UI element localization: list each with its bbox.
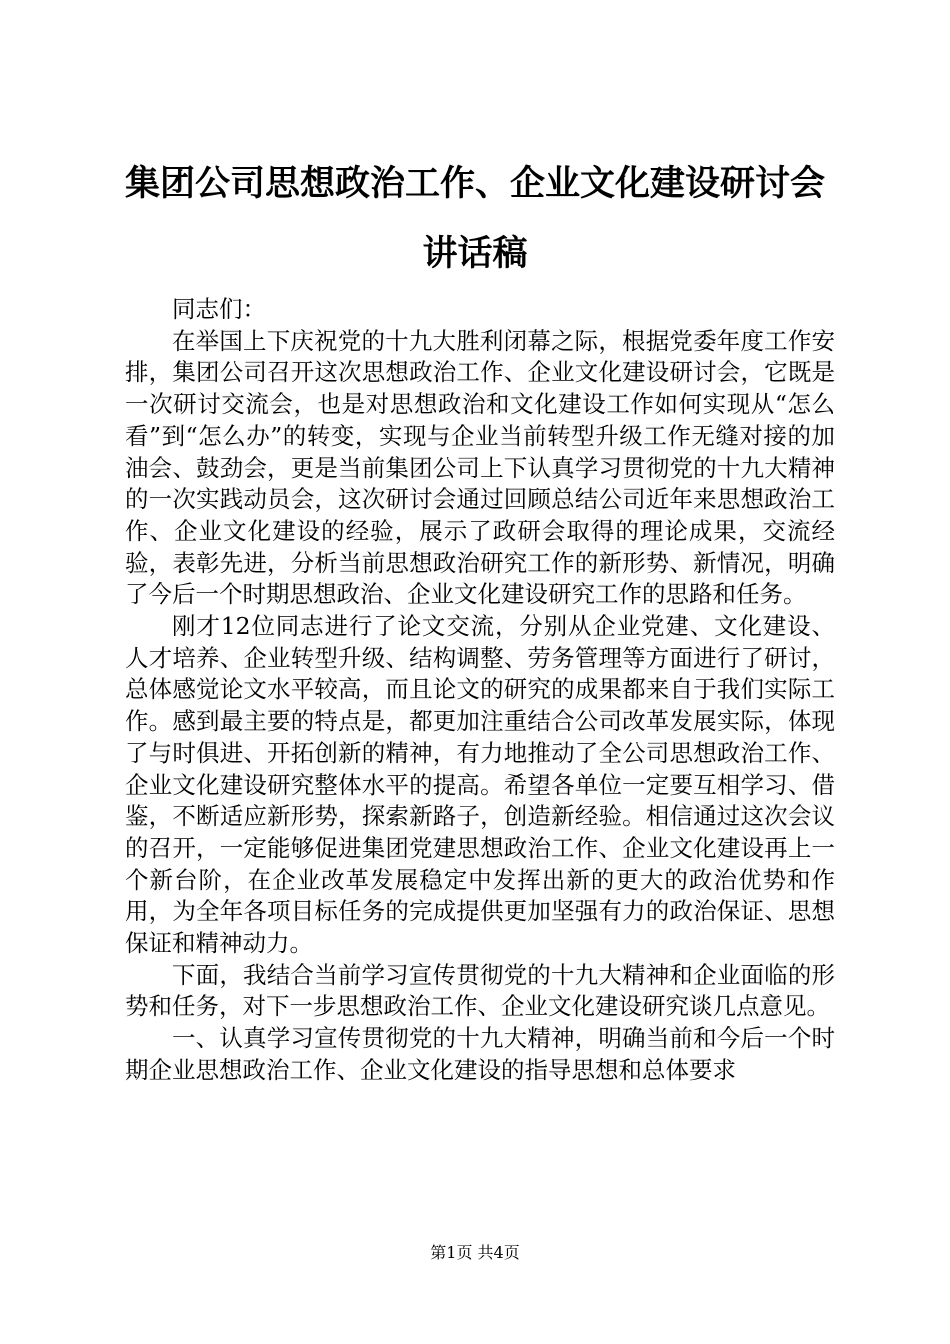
body-paragraph: 下面，我结合当前学习宣传贯彻党的十九大精神和企业面临的形势和任务，对下一步思想政治工作、企业文化建设研究谈几点意见。	[125, 960, 835, 1021]
page-footer: 第1页 共4页	[430, 1243, 520, 1262]
document-title-line-1: 集团公司思想政治工作、企业文化建设研讨会	[124, 164, 825, 204]
document-body	[125, 294, 835, 1087]
body-paragraph: 在举国上下庆祝党的十九大胜利闭幕之际，根据党委年度工作安排，集团公司召开这次思想政治工作、企业文化建设研讨会，它既是一次研讨交流会，也是对思想政治和文化建设工作如何实现从“怎么看”到“怎么办”的转变，实现与企业当前转型升级工作无缝对接的加油会、鼓劲会，更是当前集团公司上下认真学习贯彻党的十九大精神的一次实践动员会，这次研讨会通过回顾总结公司近年来思想政治工作、企业文化建设的经验，展示了政研会取得的理论成果，交流经验，表彰先进，分析当前思想政治研究工作的新形势、新情况，明确了今后一个时期思想政治、企业文化建设研究工作的思路和任务。	[125, 326, 835, 609]
body-paragraph: 刚才12位同志进行了论文交流，分别从企业党建、文化建设、人才培养、企业转型升级、结构调整、劳务管理等方面进行了研讨，总体感觉论文水平较高，而且论文的研究的成果都来自于我们实际工作。感到最主要的特点是，都更加注重结合公司改革发展实际，体现了与时俱进、开拓创新的精神，有力地推动了全公司思想政治工作、企业文化建设研究整体水平的提高。希望各单位一定要互相学习、借鉴，不断适应新形势，探索新路子，创造新经验。相信通过这次会议的召开，一定能够促进集团党建思想政治工作、企业文化建设再上一个新台阶，在企业改革发展稳定中发挥出新的更大的政治优势和作用，为全年各项目标任务的完成提供更加坚强有力的政治保证、思想保证和精神动力。	[125, 612, 835, 958]
salutation: 同志们：	[172, 295, 266, 323]
document-title-line-2: 讲话稿	[422, 234, 528, 274]
section-heading: 一、认真学习宣传贯彻党的十九大精神，明确当前和今后一个时期企业思想政治工作、企业文化建设的指导思想和总体要求	[125, 1024, 835, 1084]
